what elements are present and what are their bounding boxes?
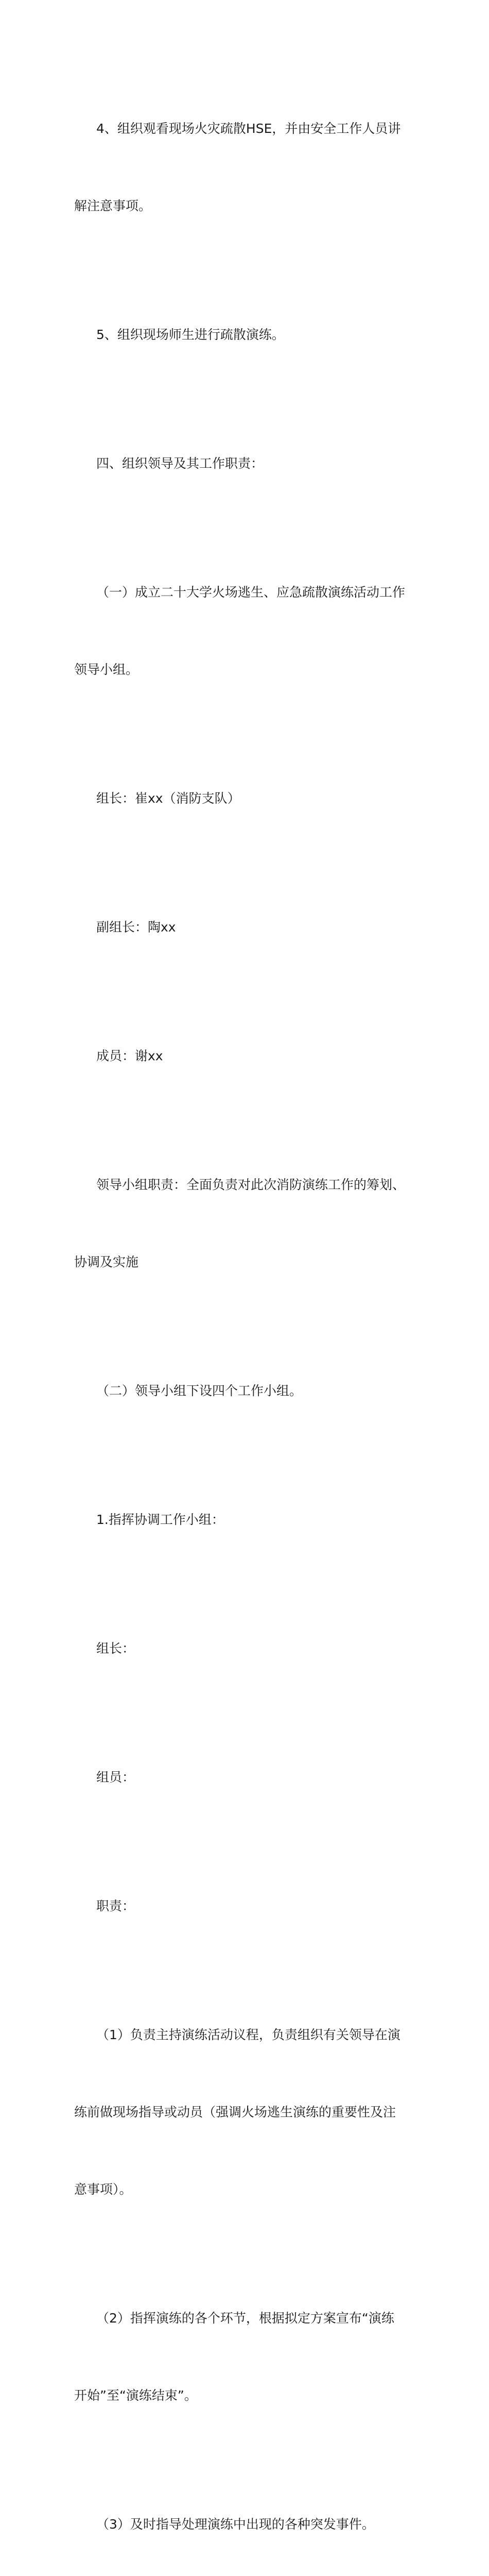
- text-line: 领导小组。: [74, 662, 139, 677]
- text-line: 4、组织观看现场火灾疏散HSE，并由安全工作人员讲: [96, 121, 401, 136]
- text-line: （二）领导小组下设四个工作小组。: [96, 1383, 303, 1398]
- paragraph-step-5: [74, 270, 418, 399]
- text-line: 解注意事项。: [74, 198, 152, 213]
- document-body: [74, 64, 418, 2576]
- text-line: （2）指挥演练的各个环节，根据拟定方案宣布“演练: [96, 2311, 394, 2326]
- text-line: 协调及实施: [74, 1255, 139, 1269]
- text-line: 5、组织现场师生进行疏散演练。: [96, 327, 285, 342]
- paragraph-command-group: [74, 1455, 418, 1584]
- text-line: 领导小组职责：全面负责对此次消防演练工作的筹划、: [96, 1177, 406, 1192]
- text-line: 1.指挥协调工作小组：: [96, 1512, 224, 1527]
- text-line: 副组长：陶xx: [96, 920, 176, 935]
- text-line: （3）及时指导处理演练中出现的各种突发事件。: [96, 2517, 375, 2532]
- text-line: 练前做现场指导或动员（强调火场逃生演练的重要性及注: [74, 2105, 396, 2120]
- text-line: 组长：崔xx（消防支队）: [96, 791, 240, 806]
- text-line: 开始”至“演练结束”。: [74, 2388, 197, 2403]
- paragraph-duty-2: [74, 2254, 418, 2460]
- paragraph-members: [74, 992, 418, 1121]
- text-line: 意事项）。: [74, 2182, 132, 2197]
- text-line: 职责：: [96, 1899, 135, 1913]
- text-line: 成员：谢xx: [96, 1048, 163, 1063]
- text-line: 组长：: [96, 1641, 135, 1656]
- paragraph-leadership-group: [74, 528, 418, 734]
- section-heading-organization: [74, 399, 418, 528]
- paragraph-command-leader: [74, 1584, 418, 1713]
- paragraph-step-4: [74, 64, 418, 270]
- text-line: （一）成立二十大学火场逃生、应急疏散演练活动工作: [96, 585, 406, 600]
- paragraph-subgroups: [74, 1327, 418, 1455]
- paragraph-duty-1: [74, 1971, 418, 2254]
- paragraph-command-duties: [74, 1842, 418, 1971]
- text-line: 四、组织领导及其工作职责：: [96, 456, 264, 471]
- paragraph-command-members: [74, 1713, 418, 1842]
- paragraph-group-leader: [74, 734, 418, 863]
- text-line: 组员：: [96, 1770, 135, 1785]
- paragraph-duty-3: [74, 2460, 418, 2576]
- paragraph-group-duties: [74, 1121, 418, 1327]
- text-line: （1）负责主持演练活动议程，负责组织有关领导在演: [96, 2027, 400, 2042]
- paragraph-deputy-leader: [74, 863, 418, 992]
